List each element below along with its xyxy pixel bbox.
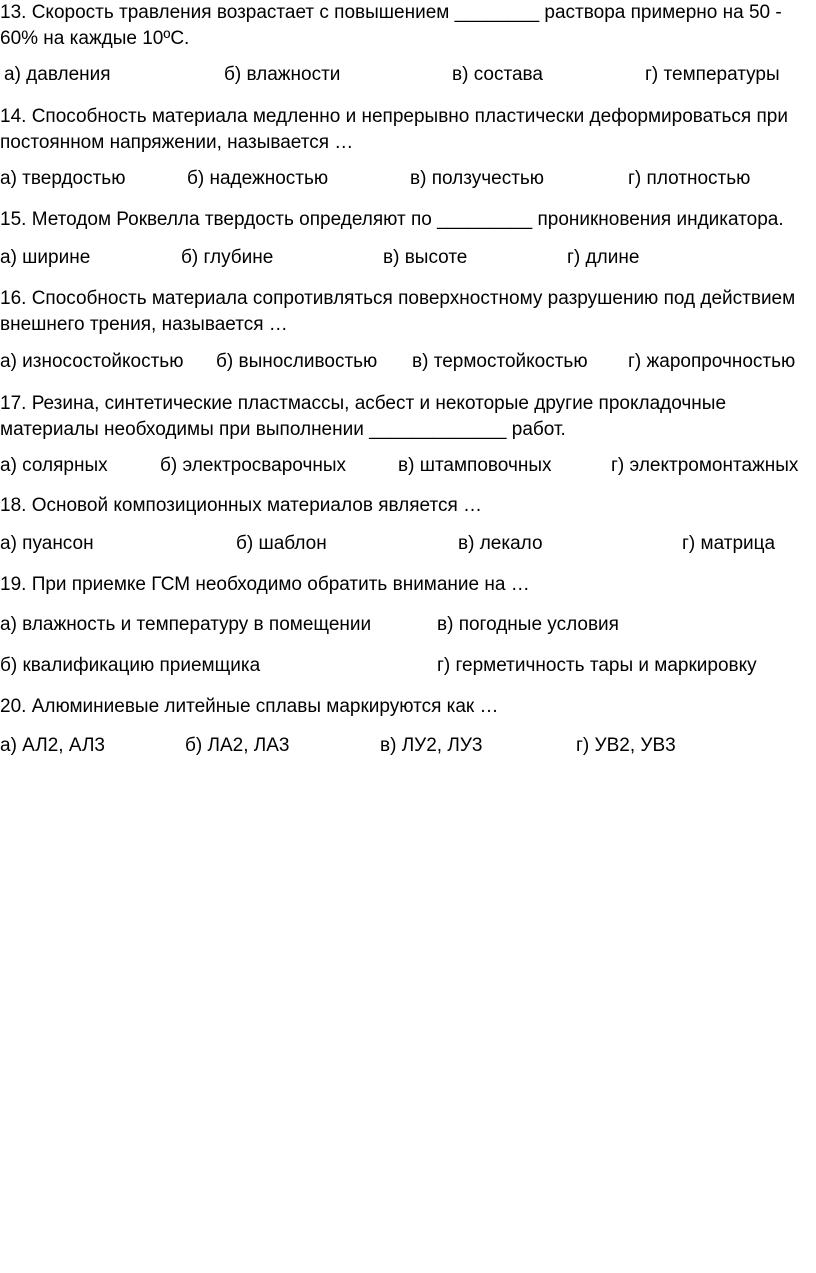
question-19-option-a: а) влажность и температуру в помещении xyxy=(0,614,372,635)
question-16-option-a: а) износостойкостью xyxy=(0,351,184,372)
question-17-option-b: б) электросварочных xyxy=(160,455,346,476)
question-16-text-line-1: 16. Способность материала сопротивляться поверхностному разрушению под действием xyxy=(0,288,796,309)
question-20-option-c: в) ЛУ2, ЛУ3 xyxy=(380,735,483,756)
question-20-option-a: а) АЛ2, АЛ3 xyxy=(0,735,105,756)
question-20-text-line-1: 20. Алюминиевые литейные сплавы маркируются как … xyxy=(0,696,499,717)
question-17-option-d: г) электромонтажных xyxy=(611,455,799,476)
question-14-option-d: г) плотностью xyxy=(628,168,751,189)
question-17-text-line-1: 17. Резина, синтетические пластмассы, асбест и некоторые другие прокладочные xyxy=(0,393,727,414)
question-16-option-d: г) жаропрочностью xyxy=(628,351,796,372)
question-15-option-a: а) ширине xyxy=(0,247,91,268)
question-14-option-c: в) ползучестью xyxy=(410,168,545,189)
question-18-option-d: г) матрица xyxy=(682,533,776,554)
question-19-text-line-1: 19. При приемке ГСМ необходимо обратить внимание на … xyxy=(0,574,530,595)
question-16-option-b: б) выносливостью xyxy=(216,351,378,372)
question-18-option-a: а) пуансон xyxy=(0,533,94,554)
question-18-option-c: в) лекало xyxy=(458,533,543,554)
question-20-option-d: г) УВ2, УВ3 xyxy=(576,735,676,756)
question-18-option-b: б) шаблон xyxy=(236,533,327,554)
question-15-option-b: б) глубине xyxy=(181,247,274,268)
question-13-option-a: а) давления xyxy=(4,64,111,85)
question-14-text-line-1: 14. Способность материала медленно и непрерывно пластически деформироваться при xyxy=(0,106,788,127)
question-13-text-line-2: 60% на каждые 10ºС. xyxy=(0,28,190,49)
question-14-text-line-2: постоянном напряжении, называется … xyxy=(0,132,354,153)
question-14-option-a: а) твердостью xyxy=(0,168,126,189)
question-17-text-line-2: материалы необходимы при выполнении _____________ работ. xyxy=(0,419,566,440)
question-14-option-b: б) надежностью xyxy=(187,168,329,189)
question-17-option-a: а) солярных xyxy=(0,455,108,476)
question-17-option-c: в) штамповочных xyxy=(398,455,552,476)
question-15-text-line-1: 15. Методом Роквелла твердость определяют по _________ проникновения индикатора. xyxy=(0,209,784,230)
question-16-text-line-2: внешнего трения, называется … xyxy=(0,314,288,335)
question-13-text-line-1: 13. Скорость травления возрастает с повышением ________ раствора примерно на 50 - xyxy=(0,2,782,23)
question-16-option-c: в) термостойкостью xyxy=(412,351,588,372)
question-15-option-c: в) высоте xyxy=(383,247,468,268)
question-15-option-d: г) длине xyxy=(567,247,640,268)
question-19-option-d: г) герметичность тары и маркировку xyxy=(437,655,757,676)
question-13-option-d: г) температуры xyxy=(645,64,780,85)
question-20-option-b: б) ЛА2, ЛА3 xyxy=(185,735,290,756)
question-19-option-c: в) погодные условия xyxy=(437,614,619,635)
question-18-text-line-1: 18. Основой композиционных материалов является … xyxy=(0,495,483,516)
question-13-option-c: в) состава xyxy=(452,64,543,85)
question-13-option-b: б) влажности xyxy=(224,64,341,85)
question-19-option-b: б) квалификацию приемщика xyxy=(0,655,261,676)
